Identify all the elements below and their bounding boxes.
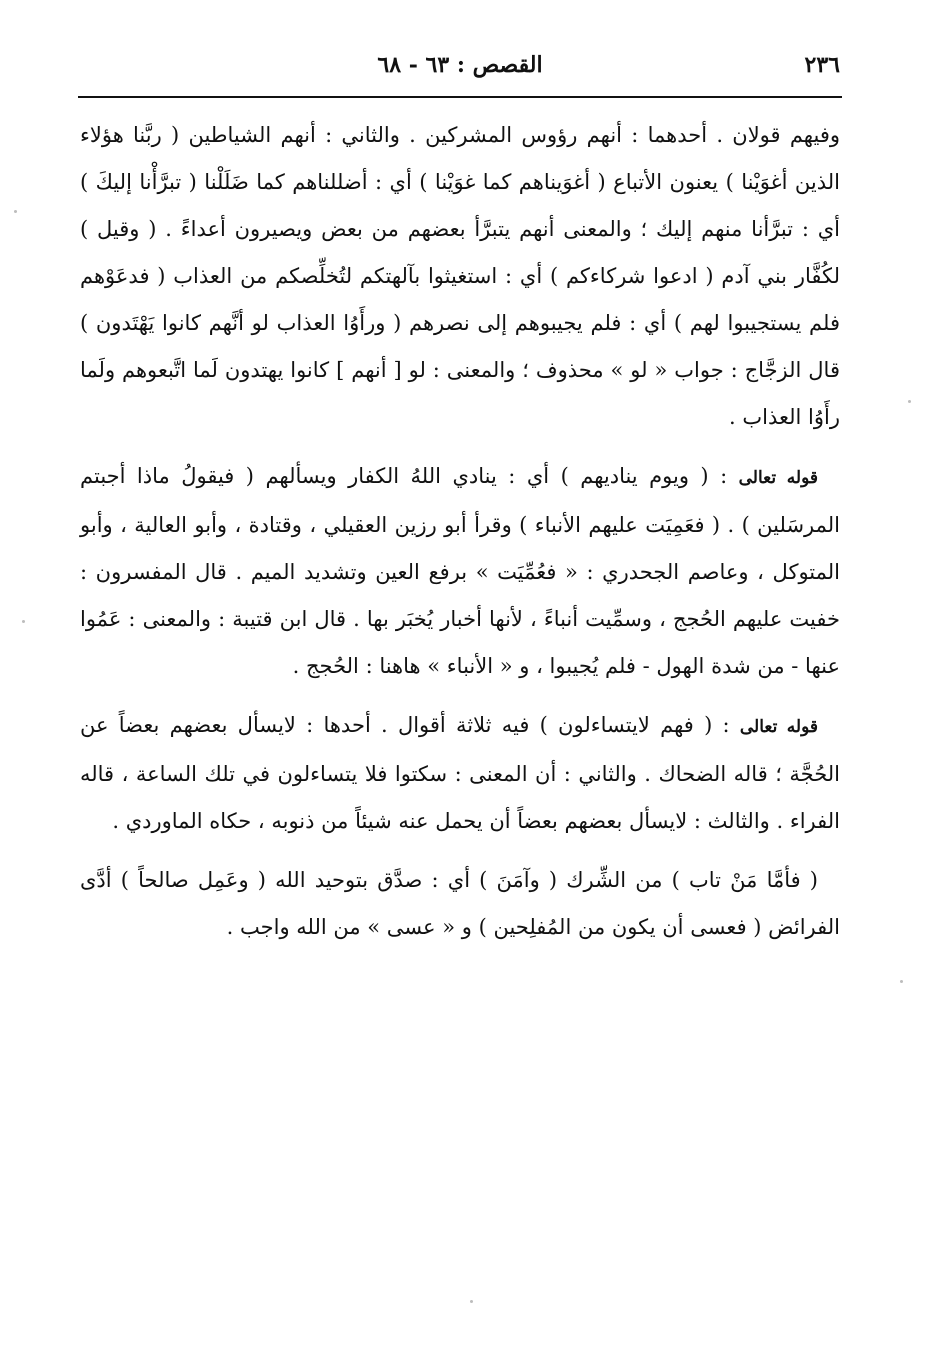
- paragraph-4: [80, 857, 840, 951]
- scan-speck: [470, 1300, 473, 1303]
- page-number: ٢٣٦: [804, 52, 840, 78]
- scan-speck: [14, 210, 17, 213]
- page-header: [80, 52, 840, 86]
- paragraph-2-lead: قوله تعالى: [738, 468, 818, 488]
- body-text: [80, 112, 840, 963]
- scan-speck: [900, 980, 903, 983]
- paragraph-3: [80, 702, 840, 845]
- header-rule: [78, 96, 842, 98]
- paragraph-1-text: وفيهم قولان . أحدهما : أنهم رؤوس المشركين . والثاني : أنهم الشياطين ( ربَّنا هؤلاء الذين أغوَيْنا ) يعنون الأتباع ( أغوَيناهم كما غوَيْنا ) أي : أضللناهم كما ضَلَلْنا ( تبرَّأْنا إليكَ ) أي : تبرَّأنا منهم إليك ؛ والمعنى أنهم يتبرَّأ بعضهم من بعض ويصيرون أعداءً . ( وقيل ) لكُفَّار بني آدم ( ادعوا شركاءكم ) أي : استغيثوا بآلهتكم لتُخلِّصكم من العذاب ( فدعَوْهم فلم يستجيبوا لهم ) أي : فلم يجيبوهم إلى نصرهم ( ورأَوُا العذاب لو أنَّهم كانوا يَهْتَدون ) قال الزجَّاج : جواب « لو » محذوف ؛ والمعنى : لو [ أنهم ] كانوا يهتدون لَما اتَّبعوهم ولَما رأَوُا العذاب .: [80, 123, 840, 429]
- paragraph-4-text: ( فأمَّا مَنْ تاب ) من الشِّرك ( وآمَنَ ) أي : صدَّق بتوحيد الله ( وعَمِل صالحاً ) أدَّى الفرائض ( فعسى أن يكون من المُفلِحين ) و « عسى » من الله واجب .: [80, 868, 840, 939]
- scan-speck: [22, 620, 25, 623]
- paragraph-2-text: : ( ويوم يناديهم ) أي : ينادي اللهُ الكفار ويسألهم ( فيقولُ ماذا أجبتم المرسَلين ) . ( فعَمِيَت عليهم الأنباء ) وقرأ أبو رزين العقيلي ، وقتادة ، وأبو العالية ، وأبو المتوكل ، وعاصم الجحدري : « فعُمِّيَت » برفع العين وتشديد الميم . قال المفسرون : خفيت عليهم الحُجج ، وسمِّيت أنباءً ، لأنها أخبار يُخبَر بها . قال ابن قتيبة : والمعنى : عَمُوا عنها - من شدة الهول - فلم يُجيبوا ، و « الأنباء » هاهنا : الحُجج .: [80, 464, 840, 678]
- running-head: القصص : ٦٣ - ٦٨: [377, 52, 543, 78]
- paragraph-1: [80, 112, 840, 441]
- paragraph-2: [80, 453, 840, 690]
- paragraph-3-text: : ( فهم لايتساءلون ) فيه ثلاثة أقوال . أحدها : لايسأل بعضهم بعضاً عن الحُجَّة ؛ قاله الضحاك . والثاني : أن المعنى : سكتوا فلا يتساءلون في تلك الساعة ، قاله الفراء . والثالث : لايسأل بعضهم بعضاً أن يحمل عنه شيئاً من ذنوبه ، حكاه الماوردي .: [80, 713, 840, 833]
- paragraph-3-lead: قوله تعالى: [739, 717, 818, 737]
- scan-speck: [908, 400, 911, 403]
